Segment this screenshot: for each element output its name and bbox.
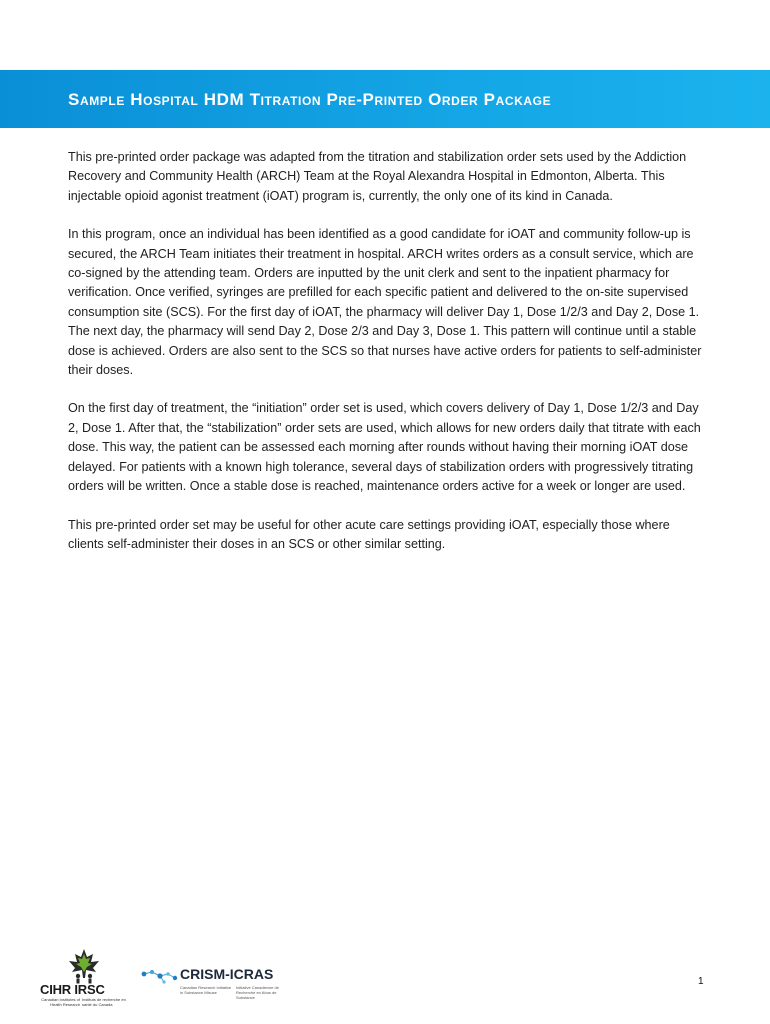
cihr-english: Canadian Institutes of Health Research bbox=[41, 997, 80, 1007]
document-body bbox=[68, 148, 708, 573]
cihr-logo bbox=[40, 948, 130, 1010]
maple-leaf-people-icon bbox=[66, 948, 102, 984]
cihr-french: Instituts de recherche en santé du Canada bbox=[82, 997, 126, 1007]
page-title: Sample Hospital HDM Titration Pre-Printed Order Package bbox=[68, 90, 552, 109]
crism-logo bbox=[140, 966, 320, 1006]
paragraph-intro: This pre-printed order package was adapted from the titration and stabilization order sets used by the Addiction Recovery and Community Health (ARCH) Team at the Royal Alexandra Hospital in Edmonton, Alberta. This injectable opioid agonist treatment (iOAT) program is, currently, the only one of its kind in Canada. bbox=[68, 150, 687, 203]
cihr-name: CIHR IRSC bbox=[40, 982, 105, 997]
crism-english: Canadian Research Initiative in Substance Misuse bbox=[180, 985, 232, 995]
footer-logos bbox=[40, 948, 340, 1010]
crism-french: Initiative Canadienne de Recherche en Abus de Substance bbox=[236, 985, 279, 1000]
paragraph-program: In this program, once an individual has been identified as a good candidate for iOAT and community follow-up is secured, the ARCH Team initiates their treatment in hospital. ARCH writes orders as a consult service, which are co-signed by the attending team. Orders are inputted by the unit clerk and sent to the inpatient pharmacy for verification. Once verified, syringes are prefilled for each specific patient and delivered to the on-site supervised consumption site (SCS). For the first day of iOAT, the pharmacy will deliver Day 1, Dose 1/2/3 and Day 2, Dose 1. The next day, the pharmacy will send Day 2, Dose 2/3 and Day 3, Dose 1. This pattern will continue until a stable dose is achieved. Orders are also sent to the SCS so that nurses have active orders for patients to self-administer their doses. bbox=[68, 227, 702, 378]
crism-name: CRISM-ICRAS bbox=[180, 966, 274, 982]
paragraph-treatment: On the first day of treatment, the “initiation” order set is used, which covers delivery of Day 1, Dose 1/2/3 and Day 2, Dose 1. After that, the “stabilization” order sets are used, which allows for new orders daily that titrate with each dose. This way, the patient can be assessed each morning after rounds without having their morning iOAT dose delayed. For patients with a known high tolerance, several days of stabilization orders with progressively titrating orders will be written. Once a stable dose is reached, maintenance orders active for a week or longer are used. bbox=[68, 401, 701, 494]
paragraph-usefulness: This pre-printed order set may be useful for other acute care settings providing iOAT, especially those where clients self-administer their doses in an SCS or other similar setting. bbox=[68, 517, 670, 551]
page-number: 1 bbox=[698, 976, 704, 987]
network-dots-icon bbox=[140, 966, 182, 986]
title-banner bbox=[0, 70, 770, 128]
